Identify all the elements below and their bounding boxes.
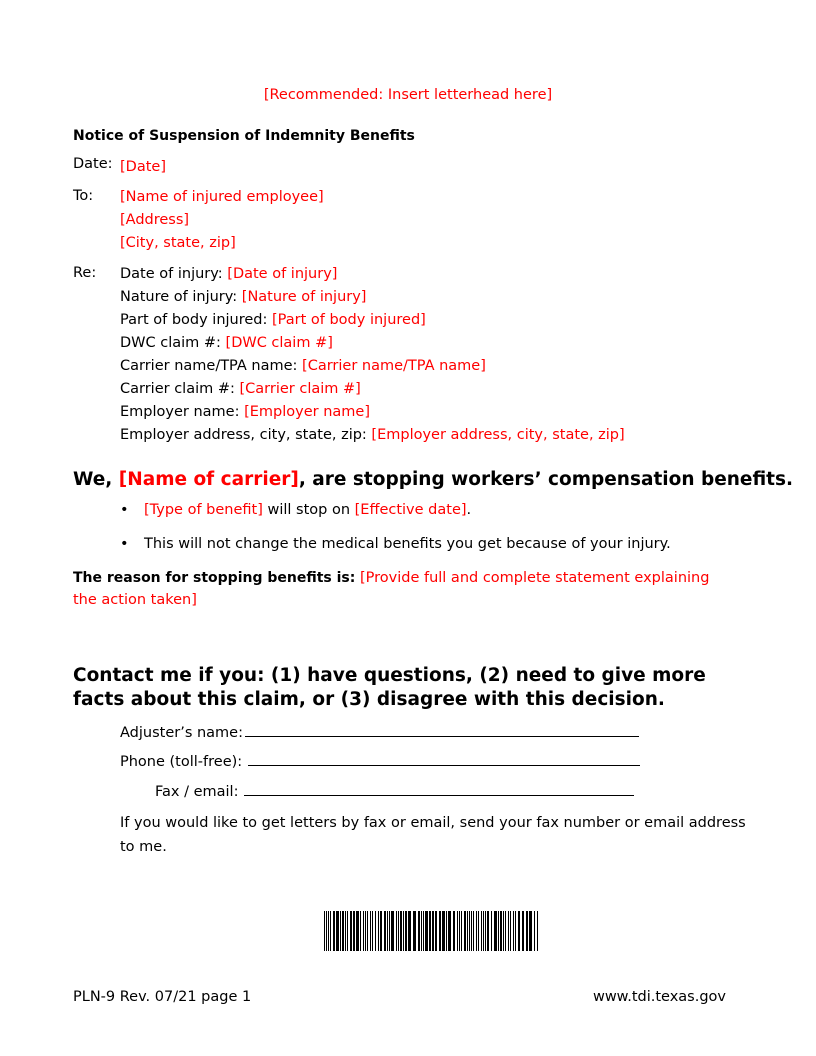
adjuster-name-label: Adjuster’s name: bbox=[120, 725, 243, 741]
effective-date-placeholder: [Effective date] bbox=[354, 502, 467, 518]
fax-email-note: If you would like to get letters by fax or email, send your fax number or email address to me. bbox=[120, 815, 746, 855]
notice-title: Notice of Suspension of Indemnity Benefits bbox=[73, 128, 415, 144]
date-label: Date: bbox=[73, 156, 113, 172]
letterhead-placeholder: [Recommended: Insert letterhead here] bbox=[263, 87, 553, 103]
date-value: [Date] bbox=[120, 159, 166, 175]
benefit-bullet-list bbox=[120, 500, 671, 568]
phone-row bbox=[120, 752, 640, 770]
reason-placeholder: [Provide full and complete statement explaining the action taken] bbox=[73, 570, 710, 608]
recipient-city-state-zip: [City, state, zip] bbox=[120, 235, 236, 251]
recipient-address: [Address] bbox=[120, 212, 190, 228]
footer-website[interactable]: www.tdi.texas.gov bbox=[592, 989, 726, 1005]
re-line-date-of-injury: Date of injury: [Date of injury] bbox=[120, 266, 338, 282]
carrier-name-placeholder: [Name of carrier] bbox=[118, 469, 299, 490]
benefit-type-placeholder: [Type of benefit] bbox=[144, 502, 263, 518]
list-item: • This will not change the medical benefits you get because of your injury. bbox=[120, 534, 671, 555]
to-label: To: bbox=[73, 188, 94, 204]
reason-paragraph bbox=[73, 567, 733, 611]
re-label: Re: bbox=[73, 265, 97, 281]
re-line-employer-address: Employer address, city, state, zip: [Employer address, city, state, zip] bbox=[120, 427, 625, 443]
barcode-image bbox=[324, 911, 538, 951]
recipient-block bbox=[120, 186, 324, 255]
phone-field[interactable] bbox=[248, 752, 640, 766]
reason-label: The reason for stopping benefits is: bbox=[73, 570, 356, 586]
contact-heading: Contact me if you: (1) have questions, (2) need to give more facts about this claim, or (3) disagree with this decision. bbox=[73, 665, 706, 710]
recipient-name: [Name of injured employee] bbox=[120, 189, 324, 205]
fax-email-field[interactable] bbox=[244, 782, 634, 796]
re-line-dwc-claim: DWC claim #: [DWC claim #] bbox=[120, 335, 333, 351]
re-line-employer-name: Employer name: [Employer name] bbox=[120, 404, 370, 420]
fax-email-row bbox=[155, 782, 634, 800]
re-line-body-part: Part of body injured: [Part of body injured] bbox=[120, 312, 426, 328]
re-block bbox=[120, 263, 625, 447]
fax-email-label: Fax / email: bbox=[155, 784, 239, 800]
phone-label: Phone (toll-free): bbox=[120, 754, 243, 770]
adjuster-name-field[interactable] bbox=[245, 723, 639, 737]
main-heading: We, [Name of carrier], are stopping workers’ compensation benefits. bbox=[73, 469, 794, 490]
footer-form-id: PLN-9 Rev. 07/21 page 1 bbox=[73, 989, 252, 1005]
adjuster-name-row bbox=[120, 723, 639, 741]
re-line-carrier-name: Carrier name/TPA name: [Carrier name/TPA name] bbox=[120, 358, 486, 374]
re-line-nature-of-injury: Nature of injury: [Nature of injury] bbox=[120, 289, 367, 305]
re-line-carrier-claim: Carrier claim #: [Carrier claim #] bbox=[120, 381, 361, 397]
list-item: • [Type of benefit] will stop on [Effective date]. bbox=[120, 500, 671, 521]
